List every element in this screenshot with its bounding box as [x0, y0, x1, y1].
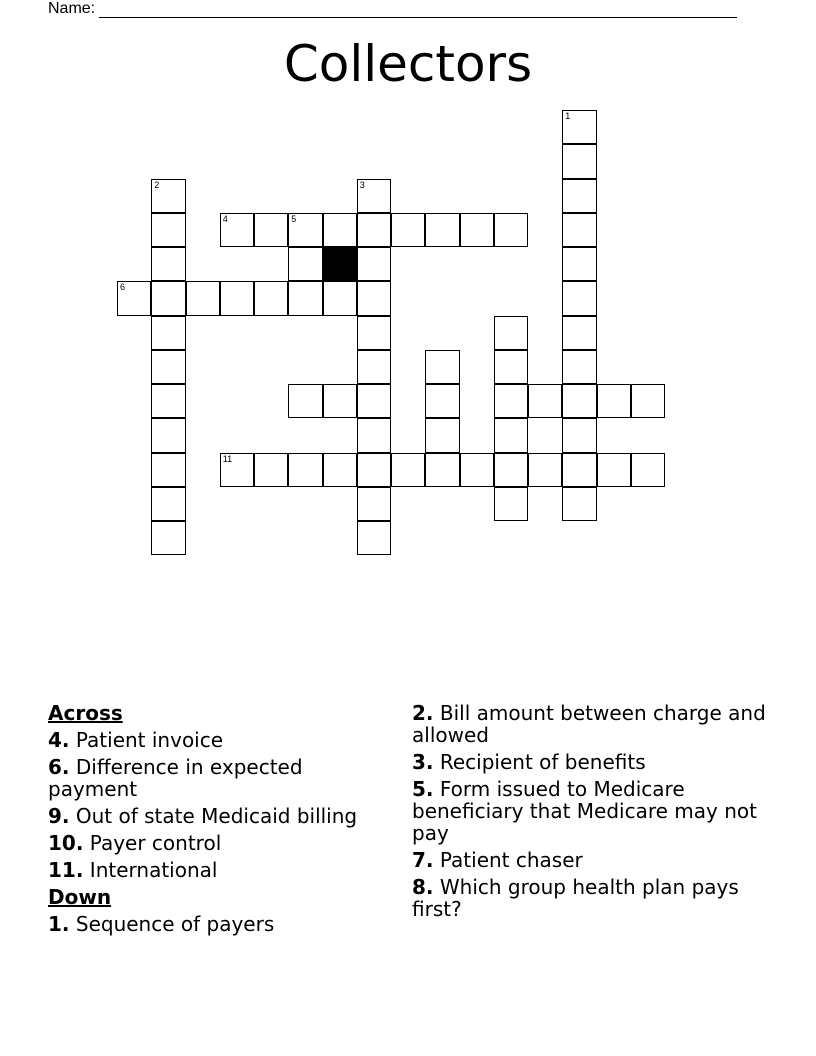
grid-cell[interactable] — [425, 418, 459, 452]
grid-cell[interactable] — [460, 453, 494, 487]
grid-cell[interactable] — [494, 418, 528, 452]
grid-cell[interactable] — [220, 281, 254, 315]
grid-cell[interactable] — [186, 281, 220, 315]
clue-number-label: 3. — [412, 750, 434, 774]
grid-cell[interactable] — [494, 316, 528, 350]
clue-number-label: 5. — [412, 777, 434, 801]
grid-cell[interactable] — [357, 521, 391, 555]
grid-cell[interactable] — [460, 213, 494, 247]
grid-cell[interactable] — [254, 453, 288, 487]
clue-item — [48, 729, 388, 751]
clue-number-label: 4. — [48, 728, 70, 752]
black-cell — [323, 247, 357, 281]
grid-cell[interactable] — [288, 281, 322, 315]
down-clue-list-continued — [412, 702, 772, 920]
grid-cell[interactable] — [357, 453, 391, 487]
name-label: Name: — [48, 0, 96, 17]
grid-cell[interactable] — [288, 213, 322, 247]
clue-text: Out of state Medicaid billing — [69, 804, 358, 828]
clue-item — [48, 756, 388, 800]
grid-cell[interactable] — [562, 247, 596, 281]
grid-cell[interactable] — [562, 179, 596, 213]
down-clue-list — [48, 913, 388, 935]
grid-cell[interactable] — [562, 384, 596, 418]
grid-cell[interactable] — [151, 487, 185, 521]
grid-cell[interactable] — [357, 487, 391, 521]
grid-cell[interactable] — [528, 384, 562, 418]
across-clue-list — [48, 729, 388, 881]
clue-item — [412, 876, 772, 920]
grid-cell[interactable] — [631, 384, 665, 418]
clue-item — [412, 849, 772, 871]
grid-cell[interactable] — [151, 316, 185, 350]
grid-cell[interactable] — [357, 384, 391, 418]
clues-right-column — [412, 702, 772, 925]
grid-cell[interactable] — [323, 384, 357, 418]
grid-cell[interactable] — [494, 384, 528, 418]
grid-cell[interactable] — [323, 213, 357, 247]
grid-cell[interactable] — [357, 281, 391, 315]
grid-cell[interactable] — [357, 213, 391, 247]
clue-item — [48, 913, 388, 935]
grid-cell[interactable] — [288, 453, 322, 487]
grid-cell[interactable] — [151, 247, 185, 281]
clue-item — [412, 778, 772, 844]
grid-cell[interactable] — [288, 384, 322, 418]
clue-number: 6 — [120, 282, 126, 293]
clue-item — [48, 859, 388, 881]
clue-number-label: 9. — [48, 804, 70, 828]
grid-cell[interactable] — [562, 350, 596, 384]
grid-cell[interactable] — [425, 384, 459, 418]
clue-number: 5 — [291, 213, 297, 224]
clues-left-column — [48, 702, 388, 940]
grid-cell[interactable] — [151, 453, 185, 487]
clue-text: Patient chaser — [433, 848, 583, 872]
grid-cell[interactable] — [494, 350, 528, 384]
grid-cell[interactable] — [151, 281, 185, 315]
grid-cell[interactable] — [357, 179, 391, 213]
clue-text: Recipient of benefits — [433, 750, 646, 774]
grid-cell[interactable] — [323, 453, 357, 487]
grid-cell[interactable] — [631, 453, 665, 487]
grid-cell[interactable] — [562, 487, 596, 521]
down-heading: Down — [48, 885, 112, 909]
grid-cell[interactable] — [254, 281, 288, 315]
clue-number-label: 7. — [412, 848, 434, 872]
grid-cell[interactable] — [151, 384, 185, 418]
across-heading: Across — [48, 701, 123, 725]
puzzle-title: Collectors — [283, 35, 533, 93]
clue-number-label: 1. — [48, 912, 70, 936]
grid-cell[interactable] — [494, 213, 528, 247]
grid-cell[interactable] — [151, 418, 185, 452]
grid-cell[interactable] — [425, 453, 459, 487]
clue-number-label: 11. — [48, 858, 84, 882]
grid-cell[interactable] — [562, 110, 596, 144]
clue-item — [412, 751, 772, 773]
grid-cell[interactable] — [151, 350, 185, 384]
clue-text: International — [83, 858, 218, 882]
grid-cell[interactable] — [151, 179, 185, 213]
grid-cell[interactable] — [357, 350, 391, 384]
grid-cell[interactable] — [597, 384, 631, 418]
clue-number: 1 — [565, 111, 571, 121]
grid-cell[interactable] — [288, 247, 322, 281]
clue-number: 11 — [222, 453, 233, 464]
grid-cell[interactable] — [562, 281, 596, 315]
grid-cell[interactable] — [391, 213, 425, 247]
grid-cell[interactable] — [425, 350, 459, 384]
clue-item — [48, 805, 388, 827]
grid-cell[interactable] — [597, 453, 631, 487]
clue-number-label: 10. — [48, 831, 84, 855]
grid-cell[interactable] — [528, 453, 562, 487]
grid-cell[interactable] — [357, 418, 391, 452]
clue-text: Which group health plan pays first? — [412, 875, 739, 921]
clue-text: Form issued to Medicare beneficiary that Medicare may not pay — [412, 777, 757, 845]
grid-cell[interactable] — [323, 281, 357, 315]
grid-cell[interactable] — [357, 316, 391, 350]
clue-text: Difference in expected payment — [48, 755, 303, 801]
grid-cell[interactable] — [357, 247, 391, 281]
grid-cell[interactable] — [562, 213, 596, 247]
clue-item — [48, 832, 388, 854]
grid-cell[interactable] — [425, 213, 459, 247]
grid-cell[interactable] — [391, 453, 425, 487]
clue-item — [412, 702, 772, 746]
clue-text: Sequence of payers — [69, 912, 275, 936]
clue-number-label: 6. — [48, 755, 70, 779]
clue-number-label: 8. — [412, 875, 434, 899]
grid-cell[interactable] — [562, 418, 596, 452]
clue-number-label: 2. — [412, 701, 434, 725]
grid-cell[interactable] — [562, 144, 596, 178]
grid-cell[interactable] — [494, 453, 528, 487]
grid-cell[interactable] — [494, 487, 528, 521]
grid-cell[interactable] — [220, 453, 254, 487]
clue-number: 4 — [222, 213, 228, 224]
clue-number: 2 — [154, 179, 160, 190]
grid-cell[interactable] — [562, 453, 596, 487]
grid-cell[interactable] — [562, 316, 596, 350]
clue-text: Patient invoice — [69, 728, 224, 752]
grid-cell[interactable] — [151, 521, 185, 555]
grid-cell[interactable] — [254, 213, 288, 247]
grid-cell[interactable] — [117, 281, 151, 315]
grid-cell[interactable] — [151, 213, 185, 247]
clue-text: Bill amount between charge and allowed — [412, 701, 766, 747]
clue-text: Payer control — [83, 831, 222, 855]
clue-number: 3 — [359, 179, 365, 190]
grid-cell[interactable] — [220, 213, 254, 247]
